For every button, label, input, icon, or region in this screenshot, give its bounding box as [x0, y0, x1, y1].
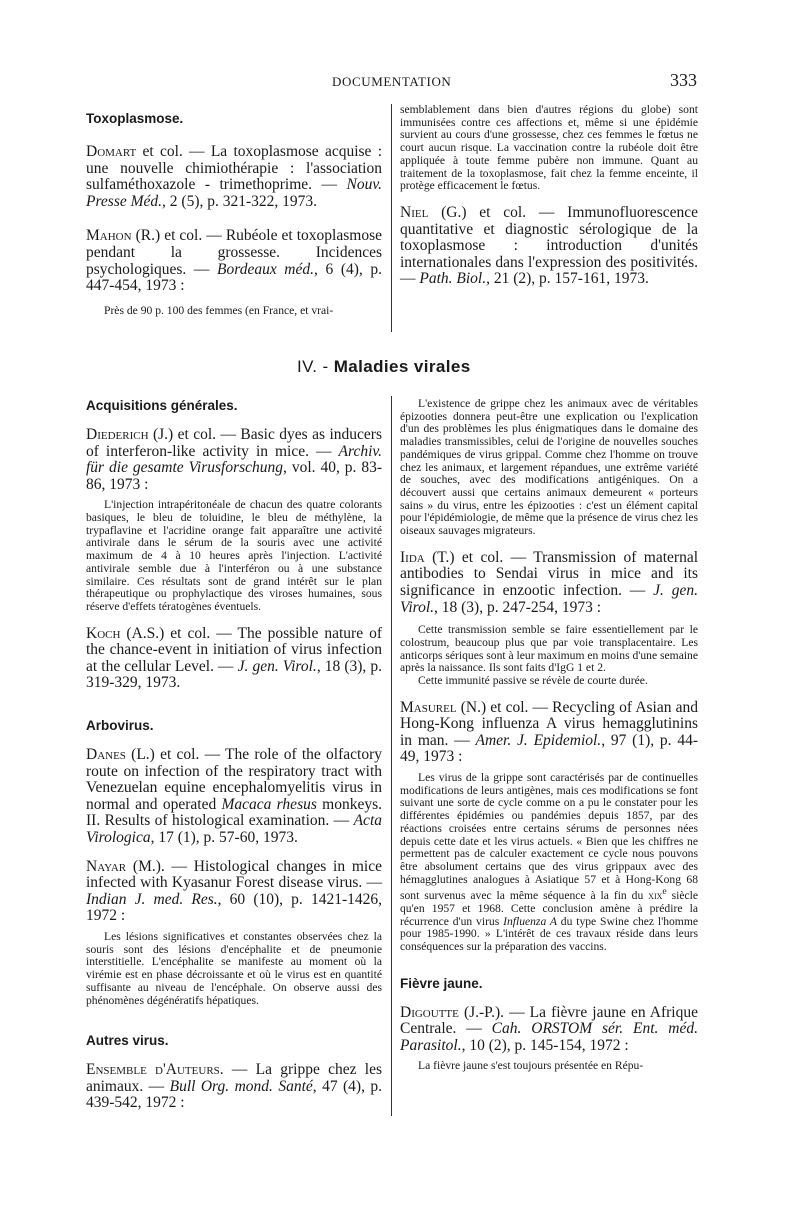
abstract-text: Cette immunité passive se révèle de courte durée.	[418, 673, 648, 687]
abstract-text: La fièvre jaune s'est toujours présentée en Répu-	[418, 1059, 644, 1073]
reference-digoutte: Digoutte (J.-P.). — La fièvre jaune en Afrique Centrale. — Cah. ORSTOM sér. Ent. méd. Parasitol., 10 (2), p. 145-154, 1972 :	[400, 1003, 698, 1054]
reference-iida: Iida (T.) et col. — Transmission of maternal antibodies to Sendai virus in mice and its significance in enzootic infection. — J. gen. Virol., 18 (3), p. 247-254, 1973 :	[400, 548, 698, 616]
section-heading: Acquisitions générales.	[86, 398, 238, 413]
abstract-text: L'injection intrapéritonéale de chacun des quatre colorants basiques, le bleu de toluidine, le bleu de méthylène, la trypaflavine et l'acridine orange fait apparaître une activité antivirale dans le sérum de la souris avec une activité maximum de 4 à 10 heures après l'injection. L'activité antivirale semble due à l'interféron ou à une substance similaire. Ces résultats sont de grand intérêt sur le plan thérapeutique ou prophylactique des viroses humaines, sous réserve d'effets tératogènes éventuels.	[86, 498, 382, 613]
reference-mahon: Mahon (R.) et col. — Rubéole et toxoplasmose pendant la grossesse. Incidences psychologiques. — Bordeaux méd., 6 (4), p. 447-454, 1973 :	[86, 227, 382, 295]
page-number: 333	[670, 70, 697, 90]
abstract-text: Les virus de la grippe sont caractérisés par de continuelles modifications de leurs antigènes, mais ces modifications se font suivant une sorte de cycle comme on a pu le constater pour les différentes épidémies ou pandémies depuis 1857, par des réactions croisées entre certains sérums de personnes nées depuis cette date et les virus actuels. « Bien que les chiffres ne permettent pas de calculer exactement ce cycle nous pouvons être absolument certains que des virus grippaux avec des hémagglutines analogues à Asiatique 57 et à Hong-Kong 68 sont survenus avec la même séquence à la fin du xix$^e$ siècle qu'en 1957 et 1968. Cette conclusion amène à prédire la récurrence d'un virus Influenza A du type Swine chez l'homme pour 1985-1990. » L'intérêt de ces travaux réside dans leurs conséquences sur la préparation des vaccins.	[400, 771, 699, 953]
reference-koch: Koch (A.S.) et col. — The possible nature of the chance-event in initiation of virus infection at the cellular Level. — J. gen. Virol., 18 (3), p. 319-329, 1973.	[86, 624, 382, 692]
reference-danes: Danes (L.) et col. — The role of the olfactory route on infection of the respiratory tract with Venezuelan equine encephalomyelitis virus in normal and operated Macaca rhesus monkeys. II. Results of histological examination. — Acta Virologica, 17 (1), p. 57-60, 1973.	[86, 746, 383, 847]
abstract-text: Cette transmission semble se faire essentiellement par le colostrum, beaucoup plus que par voie transplacentaire. Les anticorps sériques sont à leur maximum en moins d'une semaine après la naissance. Ils sont faits d'IgG 1 et 2.	[400, 623, 698, 675]
reference-domart: Domart et col. — La toxoplasmose acquise : une nouvelle chimiothérapie : l'association sulfaméthoxazole - trimethoprime. — Nouv. Presse Méd., 2 (5), p. 321-322, 1973.	[86, 143, 382, 210]
bottom-left-column	[86, 398, 382, 1112]
section-heading: Arbovirus.	[86, 718, 154, 734]
reference-nayar: Nayar (M.). — Histological changes in mice infected with Kyasanur Forest disease virus. — Indian J. med. Res., 60 (10), p. 1421-1426, 1972 :	[86, 857, 382, 925]
part-title: IV. - Maladies virales	[297, 357, 471, 376]
top-right-column	[400, 104, 698, 288]
reference-masurel: Masurel (N.) et col. — Recycling of Asian and Hong-Kong influenza A virus hemagglutinins in man. — Amer. J. Epidemiol., 97 (1), p. 44-49, 1973 :	[400, 698, 698, 766]
section-heading: Fièvre jaune.	[400, 975, 483, 991]
reference-niel: Niel (G.) et col. — Immunofluorescence quantitative et diagnostic sérologique de la toxoplasmose : introduction d'unités internationales dans l'expression des positivités. — Path. Biol., 21 (2), p. 157-161, 1973.	[400, 203, 698, 288]
running-header: DOCUMENTATION	[332, 74, 452, 89]
bottom-right-column	[400, 398, 698, 1073]
column-rule	[391, 104, 392, 332]
abstract-text: Près de 90 p. 100 des femmes (en France, et vrai-	[104, 303, 334, 317]
top-left-column	[86, 111, 382, 317]
abstract-text: semblablement dans bien d'autres régions du globe) sont immunisées contre ces affections et, même si une épidémie survient au cours d'une grossesse, chez ces femmes le fœtus ne court aucun risque. La vaccination contre la rubéole doit être appliquée à toute femme pubère non immune. Quant au traitement de la toxoplasmose, fait chez la femme enceinte, il protège efficacement le fœtus.	[400, 103, 698, 193]
section-heading: Autres virus.	[86, 1033, 169, 1049]
section-heading: Toxoplasmose.	[86, 111, 184, 126]
abstract-text: L'existence de grippe chez les animaux avec de véritables épizooties donnera peut-être une explication ou l'explication d'un des problèmes les plus énigmatiques dans le domaine des maladies transmissibles, celui de l'origine de nouvelles souches pandémiques de virus grippal. Comme chez l'homme on trouve chez les animaux, et largement répandues, une extrême variété de souches, avec des modifications antigéniques. On a découvert aussi que certains animaux demeurent « porteurs sains » du virus, entre les épizooties : c'est un élément capital pour l'épidémiologie, de même que la présence de virus chez les oiseaux sauvages migrateurs.	[400, 397, 698, 538]
reference-diederich: Diederich (J.) et col. — Basic dyes as inducers of interferon-like activity in mice. — Archiv. für die gesamte Virusforschung, vol. 40, p. 83-86, 1973 :	[86, 426, 382, 493]
column-rule	[391, 396, 392, 1116]
abstract-text: Les lésions significatives et constantes observées chez la souris sont des lésions d'encéphalite et de pneumonie interstitielle. L'encéphalite se manifeste au moment où la virémie est en phase décroissante et où le virus est en quantité suffisante au niveau de l'encéphale. On observe aussi des phénomènes dégénératifs hépatiques.	[86, 930, 382, 1007]
reference-ensemble: Ensemble d'Auteurs. — La grippe chez les animaux. — Bull Org. mond. Santé, 47 (4), p. 439-542, 1972 :	[86, 1061, 382, 1112]
